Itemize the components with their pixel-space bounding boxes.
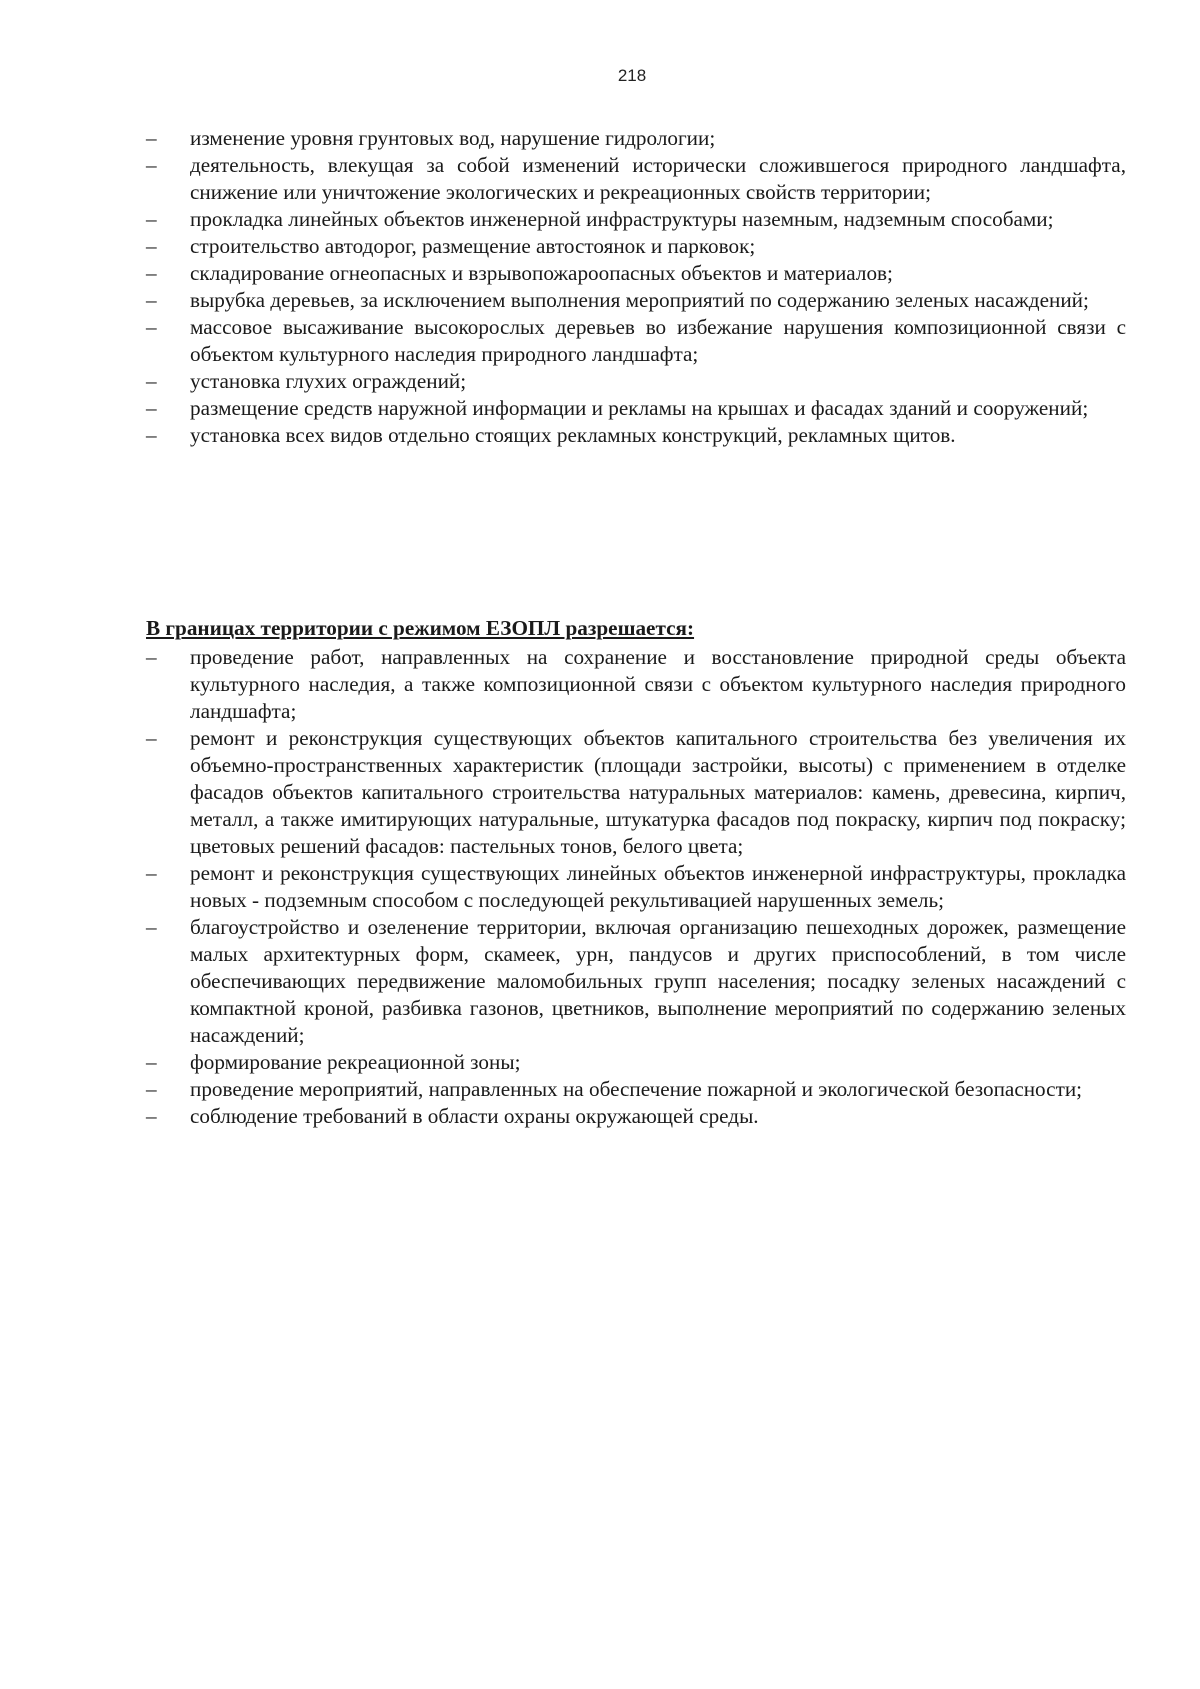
list-item: – строительство автодорог, размещение автостоянок и парковок; [146, 233, 1126, 260]
list-item: – вырубка деревьев, за исключением выполнения мероприятий по содержанию зеленых насаждений; [146, 287, 1126, 314]
list-item: – соблюдение требований в области охраны окружающей среды. [146, 1103, 1126, 1130]
list-item: – установка всех видов отдельно стоящих рекламных конструкций, рекламных щитов. [146, 422, 1126, 449]
page-number: 218 [617, 66, 647, 85]
prohibited-activities-list [146, 125, 1126, 449]
list-item: – ремонт и реконструкция существующих линейных объектов инженерной инфраструктуры, прокладка новых - подземным способом с последующей рекультивацией нарушенных земель; [146, 860, 1126, 914]
list-item: – размещение средств наружной информации и рекламы на крышах и фасадах зданий и сооружений; [146, 395, 1126, 422]
allowed-activities-list [146, 644, 1126, 1130]
list-item: – изменение уровня грунтовых вод, нарушение гидрологии; [146, 125, 1126, 152]
list-item: – деятельность, влекущая за собой изменений исторически сложившегося природного ландшафта, снижение или уничтожение экологических и рекреационных свойств территории; [146, 152, 1126, 206]
list-item: – складирование огнеопасных и взрывопожароопасных объектов и материалов; [146, 260, 1126, 287]
list-item: – ремонт и реконструкция существующих объектов капитального строительства без увеличения их объемно-пространственных характеристик (площади застройки, высоты) с применением в отделке фасадов объектов капитального строительства натуральных материалов: камень, древесина, кирпич, металл, а также имитирующих натуральные, штукатурка фасадов под покраску, кирпич под покраску; цветовых решений фасадов: пастельных тонов, белого цвета; [146, 725, 1126, 860]
list-item: – проведение мероприятий, направленных на обеспечение пожарной и экологической безопасности; [146, 1076, 1126, 1103]
list-item: – формирование рекреационной зоны; [146, 1049, 1126, 1076]
list-item: – прокладка линейных объектов инженерной инфраструктуры наземным, надземным способами; [146, 206, 1126, 233]
list-item: – установка глухих ограждений; [146, 368, 1126, 395]
section-heading: В границах территории с режимом ЕЗОПЛ разрешается: [146, 616, 695, 640]
list-item: – массовое высаживание высокорослых деревьев во избежание нарушения композиционной связи с объектом культурного наследия природного ландшафта; [146, 314, 1126, 368]
list-item: – проведение работ, направленных на сохранение и восстановление природной среды объекта культурного наследия, а также композиционной связи с объектом культурного наследия природного ландшафта; [146, 644, 1126, 725]
list-item: – благоустройство и озеленение территории, включая организацию пешеходных дорожек, размещение малых архитектурных форм, скамеек, урн, пандусов и других приспособлений, в том числе обеспечивающих передвижение маломобильных групп населения; посадку зеленых насаждений с компактной кроной, разбивка газонов, цветников, выполнение мероприятий по содержанию зеленых насаждений; [146, 914, 1126, 1049]
